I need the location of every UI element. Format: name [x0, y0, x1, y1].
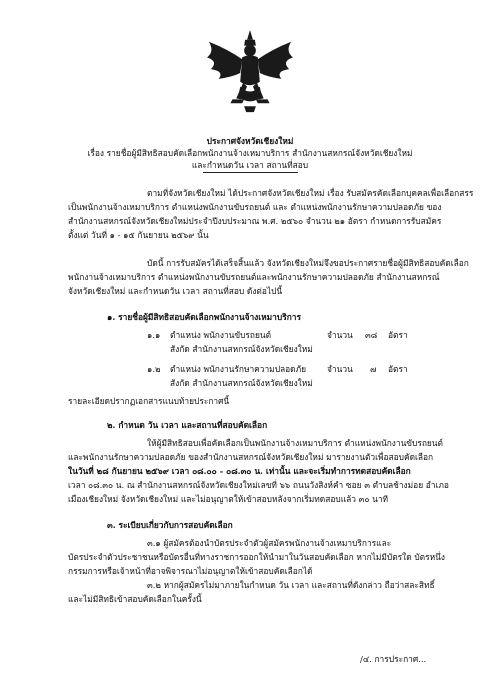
position-title: ตำแหน่ง พนักงานรักษาความปลอดภัย — [170, 364, 307, 374]
section-1-note: รายละเอียดปรากฏเอกสารแนบท้ายประกาศนี้ — [68, 396, 230, 406]
position-count-label: จำนวน — [327, 364, 353, 374]
section-2-line: ให้ผู้มีสิทธิสอบเพื่อคัดเลือกเป็นพนักงานจ้างเหมาบริการ ตำแหน่งพนักงานขับรถยนต์ — [147, 438, 443, 448]
intro-line: เป็นพนักงานจ้างเหมาบริการ ตำแหน่งพนักงานขับรถยนต์ และ ตำแหน่งพนักงานรักษาความปลอดภัย ของ — [68, 202, 442, 212]
section-2-line: และพนักงานรักษาความปลอดภัย ของสำนักงานสหกรณ์จังหวัดเชียงใหม่ มารายงานตัวเพื่อสอบคัดเลือก — [68, 452, 434, 462]
announce-line: พนักงานจ้างเหมาบริการ ตำแหน่งพนักงานขับรถยนต์และพนักงานรักษาความปลอดภัย สำนักงานสหกรณ์ — [68, 272, 440, 282]
section-2-line: เมืองเชียงใหม่ จังหวัดเชียงใหม่ และไม่อนุญาตให้เข้าสอบหลังจากเริ่มทดสอบแล้ว ๓๐ นาที — [68, 494, 389, 504]
position-unit: อัตรา — [388, 330, 408, 340]
intro-line: สำนักงานสหกรณ์จังหวัดเชียงใหม่ประจำปีงบประมาณ พ.ศ. ๒๕๖๐ จำนวน ๒๑ อัตรา กำหนดการรับสมัคร — [68, 216, 442, 226]
section-3-line: ๓.๑ ผู้สมัครต้องนำบัตรประจำตัวผู้สมัครพนักงานจ้างเหมาบริการและ — [147, 538, 392, 548]
position-count-label: จำนวน — [327, 330, 353, 340]
announce-line: จังหวัดเชียงใหม่ และกำหนดวัน เวลา สถานที่สอบ ดังต่อไปนี้ — [68, 286, 283, 296]
announce-line: บัดนี้ การรับสมัครได้เสร็จสิ้นแล้ว จังหวัดเชียงใหม่จึงขอประกาศรายชื่อผู้มีสิทธิสอบคัดเลือก — [147, 258, 469, 268]
title-divider — [203, 172, 298, 173]
section-3-line: บัตรประจำตัวประชาชนหรือบัตรอื่นที่ทางราชการออกให้นำมาในวันสอบคัดเลือก หากไม่มีบัตรใด บัตรหนึ่ง — [68, 552, 445, 562]
document-subject-line-1: เรื่อง รายชื่อผู้มีสิทธิสอบคัดเลือกพนักงานจ้างเหมาบริการ สำนักงานสหกรณ์จังหวัดเชียงใหม่ — [87, 148, 413, 158]
section-3-line: ๓.๒ หากผู้สมัครไม่มาภายในกำหนด วัน เวลา และสถานที่ดังกล่าว ถือว่าสละสิทธิ์ — [147, 580, 435, 590]
position-title: ตำแหน่ง พนักงานขับรถยนต์ — [170, 330, 272, 340]
position-count: ๓๘ — [365, 330, 378, 340]
garuda-emblem-icon — [201, 28, 299, 116]
section-3-line: กรรมการหรือเจ้าหน้าที่อาจพิจารณาไม่อนุญาตให้เข้าสอบคัดเลือกได้ — [68, 566, 313, 576]
position-affiliation: สังกัด สำนักงานสหกรณ์จังหวัดเชียงใหม่ — [170, 378, 313, 388]
intro-line: ตามที่จังหวัดเชียงใหม่ ได้ประกาศจังหวัดเชียงใหม่ เรื่อง รับสมัครคัดเลือกบุคคลเพื่อเลือกสรร — [147, 188, 474, 198]
section-1-heading: ๑. รายชื่อผู้มีสิทธิสอบคัดเลือกพนักงานจ้างเหมาบริการ — [107, 312, 301, 322]
intro-line: ตั้งแต่ วันที่ ๑ - ๑๕ กันยายน ๒๕๖๙ นั้น — [68, 230, 209, 240]
section-3-heading: ๓. ระเบียบเกี่ยวกับการสอบคัดเลือก — [107, 520, 233, 530]
position-count: ๗ — [370, 364, 377, 374]
page-continuation: /๔. การประกาศ... — [360, 654, 427, 664]
section-2-line: เวลา ๐๘.๓๐ น. ณ สำนักงานสหกรณ์จังหวัดเชียงใหม่เลขที่ ๖๖ ถนนวังสิงห์คำ ซอย ๓ ตำบลช้างม่อย อำเภอ — [68, 480, 449, 490]
document-title: ประกาศจังหวัดเชียงใหม่ — [206, 136, 294, 146]
document-subject-line-2: และกำหนดวัน เวลา สถานที่สอบ — [191, 160, 309, 170]
position-number: ๑.๑ — [147, 330, 161, 340]
section-2-heading: ๒. กำหนด วัน เวลา และสถานที่สอบคัดเลือก — [107, 420, 268, 430]
section-3-line: และไม่มีสิทธิเข้าสอบคัดเลือกในครั้งนี้ — [68, 594, 202, 604]
position-affiliation: สังกัด สำนักงานสหกรณ์จังหวัดเชียงใหม่ — [170, 344, 313, 354]
section-2-line: ในวันที่ ๒๘ กันยายน ๒๕๖๙ เวลา ๐๘.๐๐ - ๐๘.๓๐ น. เท่านั้น และจะเริ่มทำการทดสอบคัดเลือก — [68, 466, 411, 476]
position-number: ๑.๒ — [147, 364, 161, 374]
position-unit: อัตรา — [388, 364, 408, 374]
